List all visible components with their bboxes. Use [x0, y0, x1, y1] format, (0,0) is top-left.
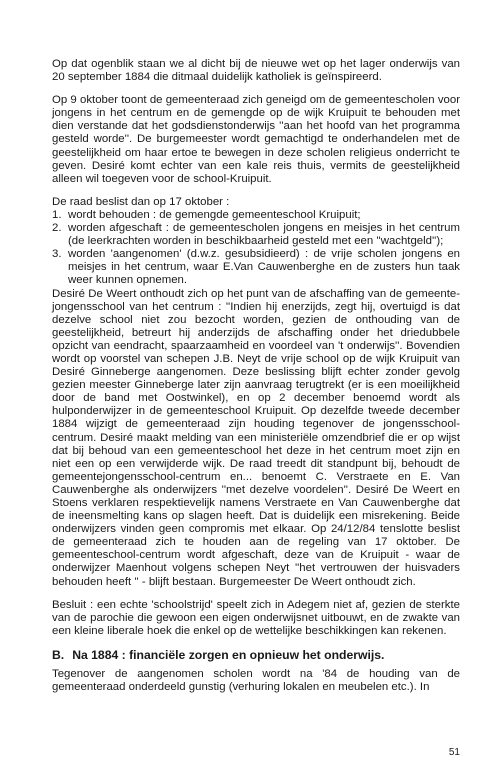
list-item-number: 3.	[52, 248, 62, 261]
paragraph-october-9: Op 9 oktober toont de gemeenteraad zich geneigd om de gemeentescholen voor jongens in het centrum en de gemengde op de wijk Kruipuit te behouden met dien verstande dat het godsdienstonderwijs ''aan het hoofd van het programma gesteld worde''. De burgemeester wordt gemachtigd te onderhandelen met de geestelijkheid om haar ertoe te bewegen in deze scholen religieus onderricht te geven. Desiré komt echter van een kale reis thuis, vermits de geestelijkheid alleen wil toegeven voor de school-Kruipuit.	[52, 94, 460, 185]
list-item-text: worden afgeschaft : de gemeentescholen jongens en meisjes in het centrum (de leerkrachten worden in beschikbaarheid gesteld met een ''wachtgeld'');	[68, 222, 460, 248]
section-label: B.	[52, 647, 65, 662]
list-item-number: 1.	[52, 208, 62, 221]
paragraph-conclusion: Besluit : een echte 'schoolstrijd' speelt zich in Adegem niet af, gezien de sterkte van de parochie die gewoon een eigen onderwijsnet uitbouwt, en de zwakte van een kleine liberale hoek die enkel op de wettelijke beschikkingen kan rekenen.	[52, 598, 460, 637]
list-item	[52, 222, 460, 248]
list-item-text: worden 'aangenomen' (d.w.z. gesubsidieerd) : de vrije scholen jongens en meisjes in het centrum, waar E.Van Cauwenberghe en de zusters hun taak weer kunnen opnemen.	[68, 248, 460, 287]
page-body	[52, 58, 460, 704]
list-item-number: 2.	[52, 222, 62, 235]
list-item	[52, 209, 460, 222]
decision-list	[52, 209, 460, 288]
section-title: Na 1884 : financiële zorgen en opnieuw het onderwijs.	[72, 647, 385, 662]
section-heading	[52, 648, 460, 662]
paragraph-after-1884: Tegenover de aangenomen scholen wordt na '84 de houding van de gemeenteraad onderdeeld gunstig (verhuring lokalen en meubelen etc.). In	[52, 667, 460, 694]
page-number: 51	[448, 747, 460, 758]
paragraph-council-decision: De raad beslist dan op 17 oktober :	[52, 195, 230, 208]
paragraph-de-weert-abstains: Desiré De Weert onthoudt zich op het punt van de afschaffing van de gemeente-jongensschool van het centrum : ''Indien hij enerzijds, zegt hij, overtuigd is dat dezelve school niet zou bezocht worden, gezien de onthouding van de geestelijkheid, betreurt hij anderzijds de afschaffing onder het driedubbele opzicht van eendracht, spaarzaamheid en voordeel van 't onderwijs''. Bovendien wordt op voorstel van schepen J.B. Neyt de vrije school op de wijk Kruipuit van Desiré Ginneberge aangenomen. Deze beslissing blijft echter zonder gevolg gezien meester Ginneberge later zijn aanvraag terugtrekt (er is een moeilijkheid door de band met Oostwinkel), en op 2 december benoemd wordt als hulponderwijzer in de gemeenteschool Kruipuit. Op dezelfde tweede december 1884 wijzigt de gemeenteraad zijn houding tegenover de jongensschool-centrum. Desiré maakt melding van een ministeriële omzendbrief die er op wijst dat bij behoud van een gemeenteschool het deze in het centrum moet zijn en niet een op een verwijderde wijk. De raad treedt dit standpunt bij, behoudt de gemeentejongensschool-centrum en... benoemt C. Verstraete en E. Van Cauwenberghe als onderwijzers ''met dezelve voordelen''. Desiré De Weert en Stoens verklaren respektievelijk namens Verstraete en Van Cauwenberghe dat de ineensmelting kans op slagen heeft. Dat is duidelijk een misrekening. Beide onderwijzers vinden geen compromis met elkaar. Op 24/12/84 tenslotte beslist de gemeenteraad zich te houden aan de regeling van 17 oktober. De gemeenteschool-centrum wordt afgeschaft, deze van de Kruipuit - waar de onderwijzer Maenhout volgens schepen Neyt ''het vertrouwen der huisvaders behouden heeft '' - blijft bestaan. Burgemeester De Weert onthoudt zich.	[52, 287, 460, 588]
list-item	[52, 248, 460, 287]
list-item-text: wordt behouden : de gemengde gemeenteschool Kruipuit;	[68, 208, 361, 221]
paragraph-new-law: Op dat ogenblik staan we al dicht bij de nieuwe wet op het lager onderwijs van 20 september 1884 die ditmaal duidelijk katholiek is geïnspireerd.	[52, 58, 460, 84]
